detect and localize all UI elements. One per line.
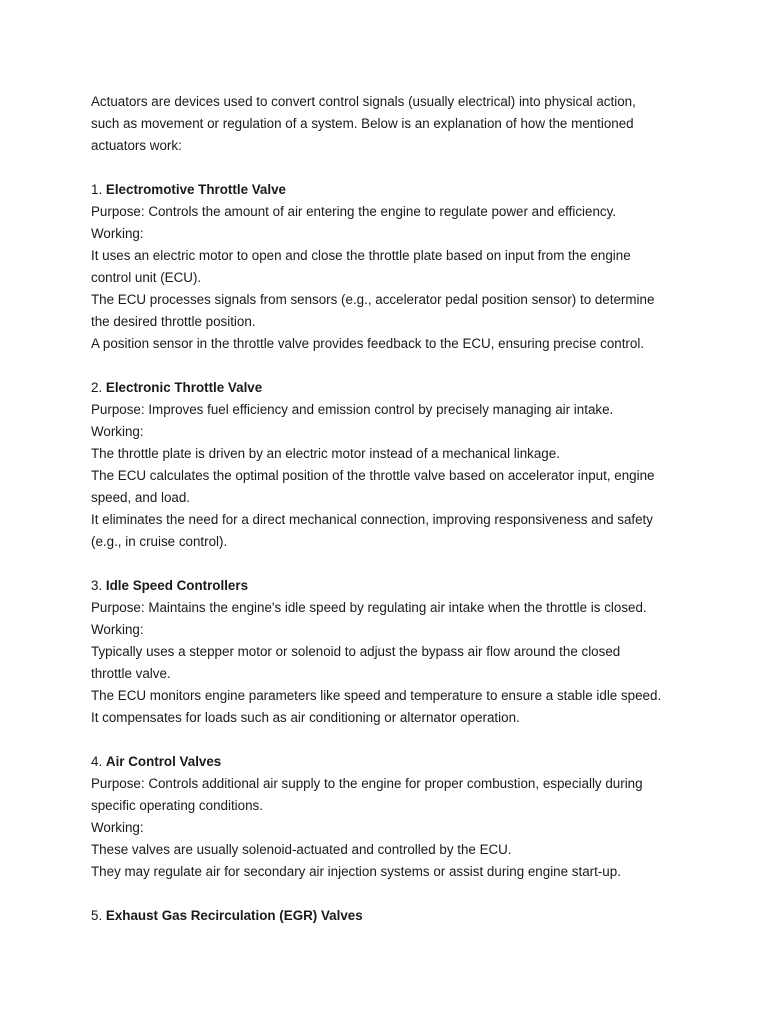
section-line: Working: <box>91 820 144 835</box>
intro-paragraph <box>91 91 708 157</box>
section-title: Electronic Throttle Valve <box>105 380 263 395</box>
section-line: The ECU processes signals from sensors (e.g., accelerator pedal position sensor) to determine <box>91 292 655 307</box>
section-line: The ECU monitors engine parameters like speed and temperature to ensure a stable idle speed. <box>91 688 662 703</box>
section-line: Purpose: Controls additional air supply to the engine for proper combustion, especially during <box>91 776 643 791</box>
section-line: It compensates for loads such as air conditioning or alternator operation. <box>91 710 520 725</box>
section-line: (e.g., in cruise control). <box>91 534 228 549</box>
section-line: Working: <box>91 226 144 241</box>
section-2 <box>91 377 708 553</box>
section-spacer <box>91 157 708 179</box>
section-line: It eliminates the need for a direct mechanical connection, improving responsiveness and safety <box>91 512 653 527</box>
section-line: Purpose: Controls the amount of air entering the engine to regulate power and efficiency. <box>91 204 617 219</box>
section-title: Idle Speed Controllers <box>105 578 249 593</box>
section-spacer <box>91 355 708 377</box>
section-heading <box>91 751 708 773</box>
section-3 <box>91 575 708 729</box>
section-spacer <box>91 729 708 751</box>
section-heading <box>91 377 708 399</box>
section-line: They may regulate air for secondary air injection systems or assist during engine start-up. <box>91 864 621 879</box>
section-4 <box>91 751 708 883</box>
section-heading <box>91 575 708 597</box>
section-1 <box>91 179 708 355</box>
section-number: 3. <box>91 578 103 593</box>
section-line: It uses an electric motor to open and close the throttle plate based on input from the engine <box>91 248 631 263</box>
section-line: throttle valve. <box>91 666 171 681</box>
section-spacer <box>91 553 708 575</box>
section-heading <box>91 179 708 201</box>
section-title: Exhaust Gas Recirculation (EGR) Valves <box>105 908 363 923</box>
section-line: speed, and load. <box>91 490 191 505</box>
section-number: 1. <box>91 182 103 197</box>
sections-container <box>91 157 708 927</box>
section-line: the desired throttle position. <box>91 314 256 329</box>
intro-line: actuators work: <box>91 138 182 153</box>
intro-line: such as movement or regulation of a system. Below is an explanation of how the mentioned <box>91 116 634 131</box>
section-line: A position sensor in the throttle valve provides feedback to the ECU, ensuring precise control. <box>91 336 645 351</box>
section-line: control unit (ECU). <box>91 270 202 285</box>
section-line: Working: <box>91 622 144 637</box>
section-number: 5. <box>91 908 103 923</box>
section-line: Purpose: Maintains the engine's idle speed by regulating air intake when the throttle is closed. <box>91 600 647 615</box>
section-5 <box>91 905 708 927</box>
section-line: The ECU calculates the optimal position of the throttle valve based on accelerator input, engine <box>91 468 655 483</box>
section-line: Typically uses a stepper motor or solenoid to adjust the bypass air flow around the closed <box>91 644 621 659</box>
intro-line: Actuators are devices used to convert control signals (usually electrical) into physical action, <box>91 94 636 109</box>
section-number: 2. <box>91 380 103 395</box>
section-line: Working: <box>91 424 144 439</box>
section-number: 4. <box>91 754 103 769</box>
section-line: These valves are usually solenoid-actuated and controlled by the ECU. <box>91 842 512 857</box>
section-line: Purpose: Improves fuel efficiency and emission control by precisely managing air intake. <box>91 402 614 417</box>
section-title: Air Control Valves <box>105 754 222 769</box>
section-spacer <box>91 883 708 905</box>
section-heading <box>91 905 708 927</box>
section-line: specific operating conditions. <box>91 798 263 813</box>
section-line: The throttle plate is driven by an electric motor instead of a mechanical linkage. <box>91 446 560 461</box>
section-title: Electromotive Throttle Valve <box>105 182 286 197</box>
